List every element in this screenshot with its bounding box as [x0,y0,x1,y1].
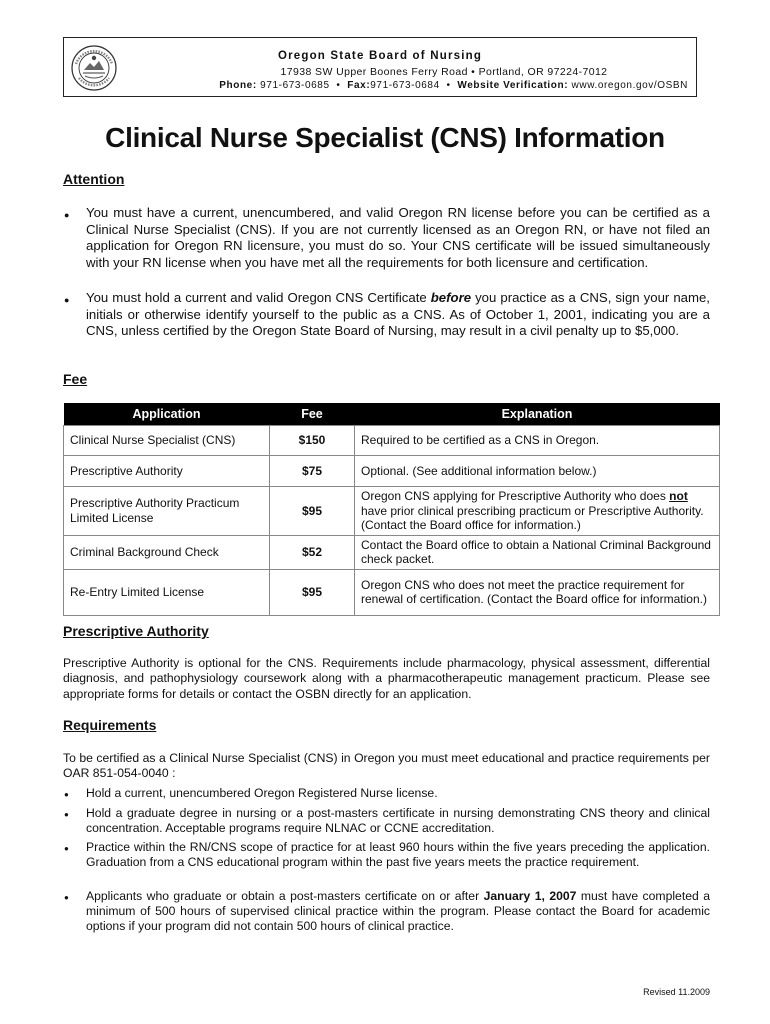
explanation-emphasis: not [669,489,688,503]
cell-application: Clinical Nurse Specialist (CNS) [64,426,270,456]
column-header-explanation: Explanation [355,403,720,426]
cell-explanation: Oregon CNS who does not meet the practice requirement for renewal of certification. (Contact the Board office for information.) [355,569,720,615]
table-row [64,535,720,569]
cell-explanation: Required to be certified as a CNS in Oregon. [355,426,720,456]
attention-bullet-1: You must have a current, unencumbered, and valid Oregon RN license before you can be certified as a Clinical Nurse Specialist (CNS). If you are not currently licensed as an Oregon RN, or have not filed an application for Oregon RN licensure, you must do so. Your CNS certificate will be issued simultaneously with your RN license when you have met all the requirements for both licensure and certification. [86,205,710,270]
cell-fee: $150 [270,426,355,456]
letterhead-box [63,37,697,97]
document-title: Clinical Nurse Specialist (CNS) Information [105,122,665,153]
phone-number: 971-673-0685 [260,80,330,91]
requirements-heading: Requirements [63,717,157,733]
fax-label: Fax: [347,80,371,91]
bullet-icon: ● [64,790,69,799]
requirements-intro: To be certified as a Clinical Nurse Specialist (CNS) in Oregon you must meet educational and practice requirements per OAR 851-054-0040 : [63,751,710,781]
cell-application: Prescriptive Authority [64,456,270,487]
bullet-icon: ● [64,210,70,220]
fax-number: 971-673-0684 [370,80,440,91]
table-row [64,487,720,536]
bullet-icon: ● [64,810,69,819]
fee-table [63,403,720,616]
bullet-2-text-end: you practice as a CNS, sign your name, initials or otherwise identify yourself to the public as a CNS. As of October 1, 2001, indicating you are a CNS, unless certified by the Oregon State Board of Nursing, may result in a civil penalty up to $5,000. [86,290,710,339]
attention-bullet-2 [86,290,710,340]
revision-date: Revised 11.2009 [643,987,710,997]
bullet-2-emphasis: before [430,290,472,305]
item-4-text-start: Applicants who graduate or obtain a post-masters certificate on or after [86,889,484,903]
cell-fee: $95 [270,487,355,536]
table-row [64,456,720,487]
cell-explanation: Contact the Board office to obtain a National Criminal Background check packet. [355,535,720,569]
bullet-icon: ● [64,844,69,853]
board-address: 17938 SW Upper Boones Ferry Road • Portland, OR 97224-7012 [280,66,608,78]
column-header-application: Application [64,403,270,426]
column-header-fee: Fee [270,403,355,426]
cell-explanation [355,487,720,536]
fee-heading: Fee [63,371,88,387]
table-row [64,569,720,615]
cell-application: Prescriptive Authority Practicum Limited License [64,487,270,536]
attention-heading: Attention [63,171,125,187]
fee-table-header [64,403,720,426]
cell-application: Criminal Background Check [64,535,270,569]
item-4-text-end: must have completed a minimum of 500 hours of supervised clinical practice within the program. Please contact the Board for academic options if your program did not contain 500 hours of clinical practice. [86,889,710,934]
prescriptive-authority-heading: Prescriptive Authority [63,623,209,639]
separator: • [446,80,451,91]
website-url[interactable]: www.oregon.gov/OSBN [571,80,688,91]
cell-explanation: Optional. (See additional information below.) [355,456,720,487]
requirement-item-3: Practice within the RN/CNS scope of practice for at least 960 hours within the five years preceding the application. Graduation from a CNS educational program within the past five years meets the practice requirement. [86,840,710,870]
board-contact-line [219,80,688,91]
item-4-date: January 1, 2007 [483,889,577,903]
requirement-item-1: Hold a current, unencumbered Oregon Registered Nurse license. [86,786,438,800]
board-name: Oregon State Board of Nursing [277,50,483,62]
phone-label: Phone: [219,80,257,91]
cell-fee: $52 [270,535,355,569]
explanation-end: have prior clinical prescribing practicum or Prescriptive Authority. (Contact the Board office for information.) [361,503,704,532]
cell-fee: $95 [270,569,355,615]
explanation-start: Oregon CNS applying for Prescriptive Authority who does [361,489,670,503]
prescriptive-authority-text: Prescriptive Authority is optional for the CNS. Requirements include pharmacology, physical assessment, differential diagnosis, and pathophysiology coursework along with a pharmacotherapeutic management practicum. Please see appropriate forms for details or contact the OSBN directly for an application. [63,656,710,701]
website-label: Website Verification: [457,80,569,91]
requirement-item-2: Hold a graduate degree in nursing or a post-masters certificate in nursing demonstrating CNS theory and clinical concentration. Acceptable programs require NLNAC or CCNE accreditation. [86,806,710,836]
bullet-icon: ● [64,893,69,902]
separator: • [336,80,341,91]
cell-application: Re-Entry Limited License [64,569,270,615]
table-row [64,426,720,456]
bullet-2-text-start: You must hold a current and valid Oregon CNS Certificate [86,290,431,305]
bullet-icon: ● [64,295,70,305]
cell-fee: $75 [270,456,355,487]
requirement-item-4 [86,889,710,935]
